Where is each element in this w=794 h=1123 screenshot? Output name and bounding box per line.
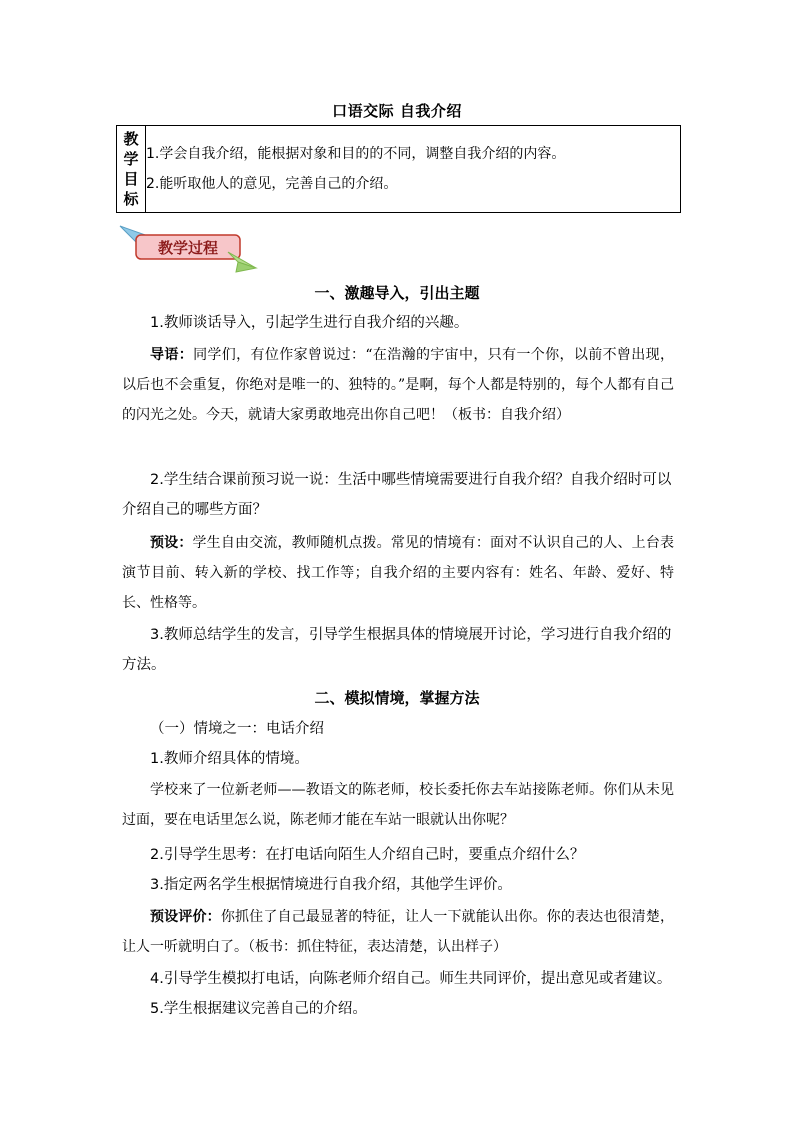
paragraph: 4.引导学生模拟打电话，向陈老师介绍自己。师生共同评价，提出意见或者建议。 — [150, 971, 672, 987]
paragraph-preset-evaluation — [122, 902, 674, 962]
paragraph: 2.引导学生思考：在打电话向陌生人介绍自己时，要重点介绍什么？ — [150, 847, 585, 863]
paragraph: 5.学生根据建议完善自己的介绍。 — [150, 1001, 367, 1017]
goals-label-char: 教 — [123, 130, 139, 148]
paragraph: 1.教师谈话导入，引起学生进行自我介绍的兴趣。 — [150, 315, 469, 331]
section-heading-2: 二、模拟情境，掌握方法 — [314, 689, 480, 707]
paragraph: 3.指定两名学生根据情境进行自我介绍，其他学生评价。 — [150, 877, 512, 893]
section-heading-1: 一、激趣导入，引出主题 — [314, 284, 480, 302]
subsection-heading: （一）情境之一：电话介绍 — [150, 721, 324, 737]
goals-label-char: 标 — [123, 190, 139, 208]
goals-label-char: 目 — [123, 170, 139, 188]
paragraph-text: 你抓住了自己最显著的特征，让人一下就能认出你。你的表达也很清楚，让人一听就明白了。（板书：抓住特征，表达清楚，认出样子） — [122, 909, 675, 955]
paragraph: 3.教师总结学生的发言，引导学生根据具体的情境展开讨论，学习进行自我介绍的方法。 — [122, 627, 672, 673]
paragraph: 1.教师介绍具体的情境。 — [150, 751, 309, 767]
paper-plane-icon — [228, 252, 256, 272]
badge-label: 教学过程 — [157, 239, 219, 257]
document-title: 口语交际 自我介绍 — [332, 102, 462, 120]
paragraph-label: 预设： — [150, 535, 193, 551]
teaching-process-badge — [118, 222, 258, 274]
goals-label-char: 学 — [123, 150, 139, 168]
goal-item: 1.学会自我介绍，能根据对象和目的的不同，调整自我介绍的内容。 — [146, 146, 566, 162]
paragraph-text: 学生自由交流，教师随机点拨。常见的情境有：面对不认识自己的人、上台表演节目前、转入新的学校、找工作等；自我介绍的主要内容有：姓名、年龄、爱好、特长、性格等。 — [122, 535, 674, 611]
paragraph-intro-speech — [122, 340, 674, 430]
paragraph-label: 导语： — [150, 347, 194, 363]
goals-label — [117, 126, 146, 213]
teaching-goals-table — [116, 125, 681, 213]
paragraph: 2.学生结合课前预习说一说：生活中哪些情境需要进行自我介绍？自我介绍时可以介绍自己的哪些方面？ — [122, 472, 672, 518]
paragraph-preset — [122, 528, 674, 618]
goal-item: 2.能听取他人的意见，完善自己的介绍。 — [146, 176, 398, 192]
paragraph-scenario: 学校来了一位新老师——教语文的陈老师，校长委托你去车站接陈老师。你们从未见过面，要在电话里怎么说，陈老师才能在车站一眼就认出你呢？ — [122, 782, 674, 828]
paragraph-label: 预设评价： — [150, 909, 221, 925]
goals-content — [146, 126, 681, 213]
paragraph-text: 同学们，有位作家曾说过：“在浩瀚的宇宙中，只有一个你，以前不曾出现，以后也不会重复，你绝对是唯一的、独特的。”是啊，每个人都是特别的，每个人都有自己的闪光之处。今天，就请大家勇敢地亮出你自己吧！（板书：自我介绍） — [122, 347, 675, 423]
